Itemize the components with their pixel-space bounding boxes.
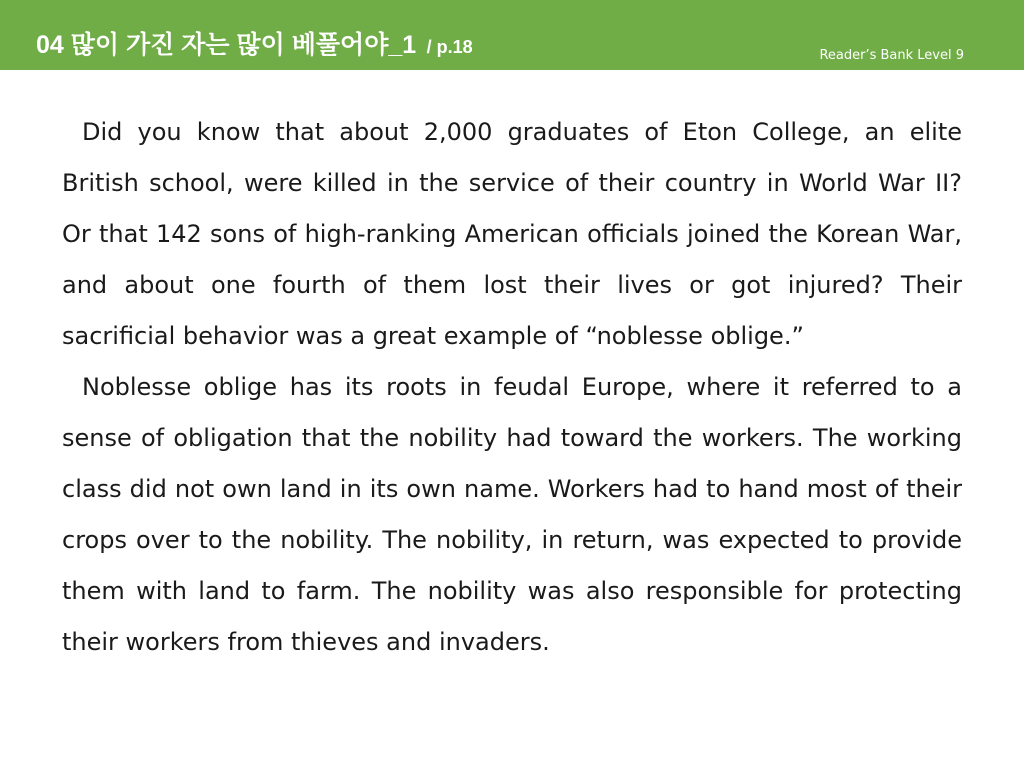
- header-bar: [0, 0, 1024, 70]
- lesson-title: [36, 30, 473, 64]
- lesson-title-text: 04 많이 가진 자는 많이 베풀어야_1: [36, 31, 417, 59]
- page-reference: / p.18: [426, 37, 473, 57]
- paragraph-2: Noblesse oblige has its roots in feudal Europe, where it referred to a sense of obligation that the nobility had toward the workers. The working class did not own land in its own name. Workers had to hand most of their crops over to the nobility. The nobility, in return, was expected to provide them with land to farm. The nobility was also responsible for protecting their workers from thieves and invaders.: [62, 373, 962, 656]
- passage-body: [62, 107, 962, 668]
- paragraph-1: Did you know that about 2,000 graduates of Eton College, an elite British school, were killed in the service of their country in World War II? Or that 142 sons of high-ranking American officials joined the Korean War, and about one fourth of them lost their lives or got injured? Their sacrificial behavior was a great example of “noblesse oblige.”: [62, 118, 962, 350]
- series-label: Reader’s Bank Level 9: [819, 48, 964, 63]
